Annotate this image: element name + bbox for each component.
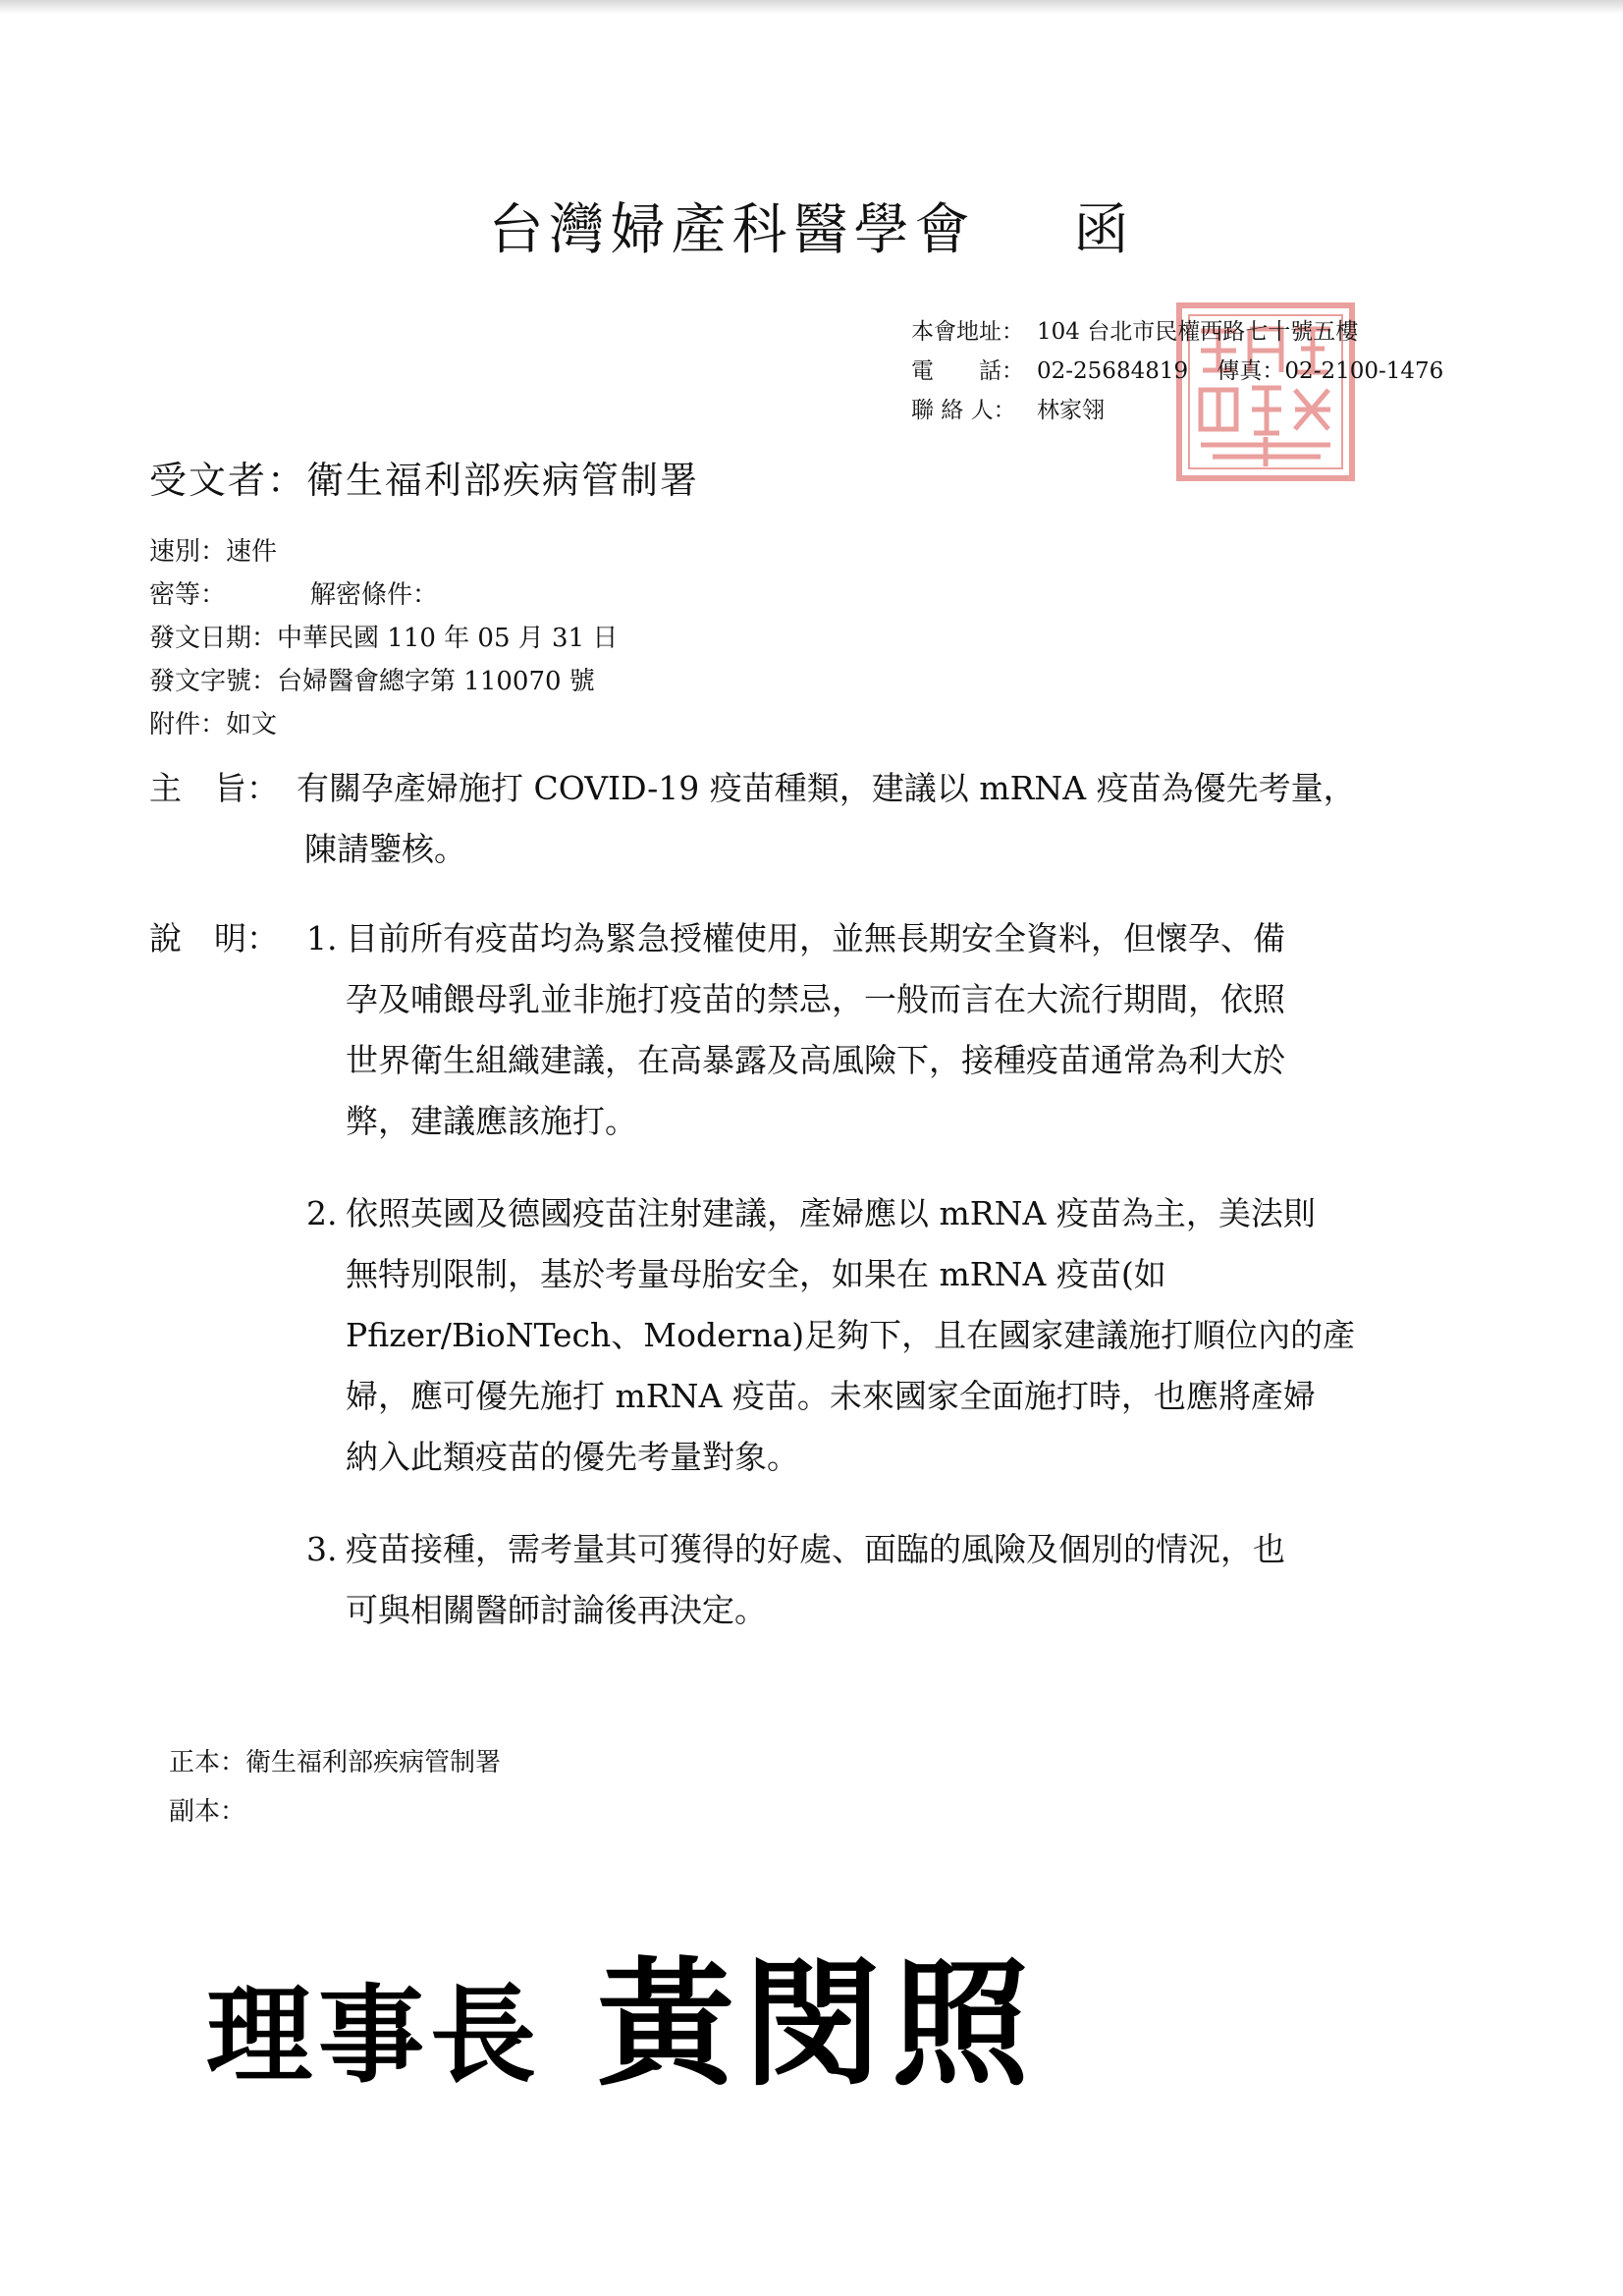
declassification-label: 解密條件： [310,580,439,610]
organization-title: 台灣婦產科醫學會 [488,198,976,262]
explanation-item-3 [306,1519,1455,1641]
signatory-title: 理事長 [206,1975,543,2098]
attachment-value: 如文 [226,710,278,739]
explanation-item-1 [306,908,1455,1152]
document-meta [149,530,618,746]
subject-label: 主 旨： [149,769,279,807]
explanation-label: 說 明： [149,919,279,957]
item-line: 世界衛生組織建議，在高暴露及高風險下，接種疫苗通常為利大於 [346,1041,1285,1079]
recipient-label: 受文者： [149,459,307,502]
item-line: 弊，建議應該施打。 [346,1102,637,1140]
phone-label: 電 話： [911,358,1024,384]
item-line: 無特別限制，基於考量母胎安全，如果在 mRNA 疫苗(如 [346,1255,1166,1293]
scan-edge [0,0,1623,14]
address-value: 104 台北市民權西路七十號五樓 [1037,319,1359,345]
letterhead [0,196,1623,265]
contact-info [911,312,1443,430]
speed-value: 速件 [226,537,278,567]
attachment-label: 附件： [149,710,227,739]
phone-value: 02-25684819 [1037,358,1189,384]
item-number: 3. [306,1530,338,1568]
item-line: 可與相關醫師討論後再決定。 [346,1591,767,1629]
main-copy-value: 衛生福利部疾病管制署 [245,1748,502,1777]
issue-date-label: 發文日期： [149,624,278,653]
item-number: 2. [306,1194,338,1232]
main-copy-label: 正本： [169,1748,246,1777]
distribution [169,1738,501,1836]
item-line: 依照英國及德國疫苗注射建議，產婦應以 mRNA 疫苗為主，美法則 [346,1194,1316,1232]
item-line: 納入此類疫苗的優先考量對象。 [346,1438,799,1476]
signature-block [206,1915,1039,2112]
item-line: 婦，應可優先施打 mRNA 疫苗。未來國家全面施打時，也應將產婦 [346,1377,1316,1415]
item-line: 孕及哺餵母乳並非施打疫苗的禁忌，一般而言在大流行期間，依照 [346,980,1285,1018]
fax-value: 02-2100-1476 [1284,358,1444,384]
subject-line: 陳請鑒核。 [304,830,466,868]
item-line: Pfizer/BioNTech、Moderna)足夠下，且在國家建議施打順位內的產 [346,1316,1356,1354]
item-line: 疫苗接種，需考量其可獲得的好處、面臨的風險及個別的情況，也 [346,1530,1285,1568]
signatory-name: 黃閔照 [597,1945,1040,2105]
contact-person-label: 聯 絡 人： [911,398,1016,423]
recipient [149,450,699,504]
reference-number-label: 發文字號： [149,667,278,696]
carbon-copy-label: 副本： [169,1797,246,1827]
contact-person-value: 林家翎 [1037,398,1105,423]
fax-label: 傳真： [1217,358,1285,384]
reference-number-value: 台婦醫會總字第 110070 號 [277,667,595,696]
document-type: 函 [1073,198,1135,262]
issue-date-value: 中華民國 110 年 05 月 31 日 [277,624,619,653]
explanation-item-2 [306,1183,1455,1488]
secrecy-label: 密等： [149,580,227,610]
address-label: 本會地址： [911,319,1024,345]
speed-label: 速別： [149,537,227,567]
recipient-value: 衛生福利部疾病管制署 [306,459,700,502]
item-line: 目前所有疫苗均為緊急授權使用，並無長期安全資料，但懷孕、備 [346,919,1285,957]
subject-line: 有關孕產婦施打 COVID-19 疫苗種類，建議以 mRNA 疫苗為優先考量， [297,769,1356,807]
subject [149,758,1356,880]
item-number: 1. [306,919,338,957]
